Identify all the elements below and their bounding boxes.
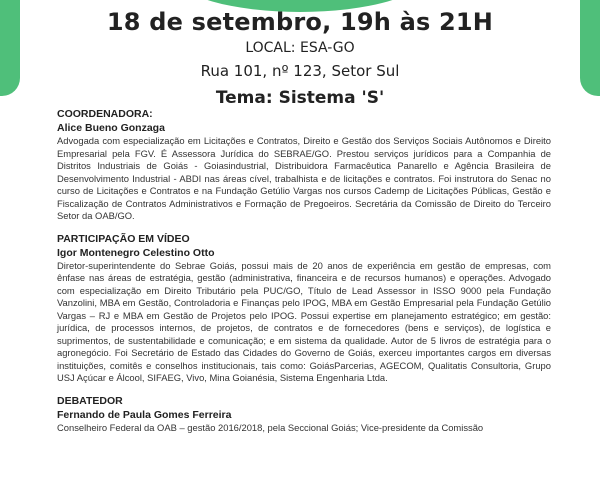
event-date-time: 18 de setembro, 19h às 21H: [106, 8, 494, 36]
section-title: COORDENADORA:: [57, 108, 153, 120]
speaker-bio: Conselheiro Federal da OAB – gestão 2016/2018, pela Seccional Goiás; Vice-presidente da Comissão: [57, 421, 484, 433]
speaker-name: Fernando de Paula Gomes Ferreira: [57, 408, 232, 421]
section-participacao-video: [57, 233, 551, 385]
section-title: PARTICIPAÇÃO EM VÍDEO: [57, 232, 190, 245]
event-location: LOCAL: ESA-GO: [245, 40, 355, 56]
event-address: Rua 101, nº 123, Setor Sul: [200, 62, 400, 80]
speaker-bio: Diretor-superintendente do Sebrae Goiás, possui mais de 20 anos de experiência em gestão de empresas, com ênfase nas áreas de estratégia, gestão (administrativa, financeira e de recursos humanos) e operações. Advogado com especialização em Direito Tributário pela PUC/GO, Título de Lead Assessor in ISSO 9000 pela Fundação Vanzolini, MBA em Gestão, Controladoria e Finanças pelo IPOG, MBA em Gestão Empresarial pela Fundação Getúlio Vargas – RJ e MBA em Gestão de Projetos pelo IPOG. Possui expertise em planejamento estratégico; em gestão: jurídica, de processos internos, de projetos, de contratos e de fornecedores (bens e serviços), de logística e suprimentos, de sustentabilidade e comunicação; e em sistema da qualidade. Autor de 5 livros de estratégia para o agronegócio. Foi Secretário de Estado das Cidades do Governo de Goiás, exerceu importantes cargos em diversas instituições, comitês e conselhos institucionais, tais como: GoiásParcerias, AGECOM, Qualitatis Consultoria, Grupo USJ Açúcar e Álcool, SIFAEG, Vivo, Mina Goianésia, Sistema Engenharia Ltda.: [57, 259, 551, 383]
section-coordenadora: [57, 108, 551, 223]
speaker-bios: [57, 108, 551, 434]
event-theme: Tema: Sistema 'S': [215, 88, 385, 108]
speaker-name: Igor Montenegro Celestino Otto: [57, 246, 215, 259]
section-title: DEBATEDOR: [57, 394, 123, 407]
section-debatedor: [57, 395, 551, 435]
speaker-name: Alice Bueno Gonzaga: [57, 122, 165, 134]
speaker-bio: Advogada com especialização em Licitações e Contratos, Direito e Gestão dos Serviços Sociais Autônomos e Direito Empresarial pela FGV. É Assessora Jurídica do SEBRAE/GO. Prestou serviços jurídicos para a Companhia de Distritos Industriais de Goiás - Goiasindustrial, Distribuidora Farmacêutica Panarello e Agência Brasileira de Desenvolvimento Industrial - ABDI nas áreas cível, trabalhista e de licitações e contratos. Foi instrutora do Senac no curso de Licitações e Contratos e na Fundação Getúlio Vargas nos cursos Cademp de Licitações Públicas, Gestão e Fiscalização de Contratos Administrativos e Formação de Pregoeiros. Secretária da Comissão de Direito do Terceiro Setor da OAB/GO.: [57, 135, 551, 221]
